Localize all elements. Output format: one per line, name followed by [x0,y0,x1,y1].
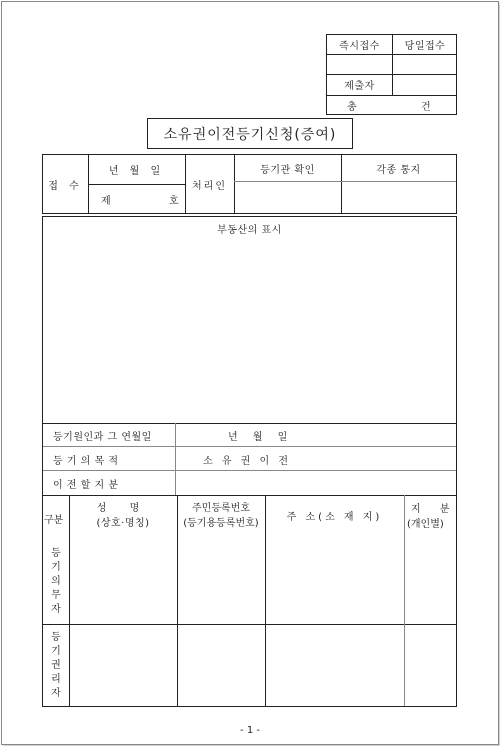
address-header: 주 소(소 재 지) [286,512,383,523]
registrar-check-label: 등기관 확인 [260,164,315,176]
processor-label: 처리인 [192,180,227,192]
purpose-label: 등 기 의 목 적 [53,456,119,467]
property-display-label: 부동산의 표시 [217,224,282,236]
share-label: 이 전 할 지 분 [53,480,119,491]
receipt-label: 접 수 [48,180,83,192]
cause-value: 년 월 일 [228,432,294,443]
id-number-subheader: (등기용등록번호) [183,518,259,529]
same-day-receipt-label: 당일접수 [404,41,446,52]
title-box [147,118,353,149]
notifications-label: 각종 통지 [376,164,421,176]
receipt-table [42,154,457,214]
share-subheader: (개인별) [407,519,444,530]
id-number-header: 주민등록번호 [192,503,250,514]
name-subheader: (상호·명칭) [96,518,150,529]
category-header: 구분 [44,515,64,526]
receipt-number-suffix: 호 [169,196,180,207]
immediate-receipt-label: 즉시접수 [339,41,380,52]
submitter-label: 제출자 [344,81,375,92]
obligor-label: 등기의무자 [51,548,61,615]
receipt-date: 년 월 일 [108,166,165,177]
application-table [42,216,457,707]
purpose-value: 소 유 권 이 전 [203,456,292,467]
name-header: 성 명 [96,503,150,514]
obligee-label: 등기권리자 [51,632,61,699]
page-number: - 1 - [240,725,260,736]
share-header: 지 분 [411,504,458,515]
count-unit-label: 건 [421,102,432,113]
receipt-type-box [326,34,457,115]
page-title: 소유권이전등기신청(증여) [163,126,337,143]
total-label: 총 [347,102,358,113]
receipt-number-prefix: 제 [101,196,112,207]
cause-label: 등기원인과 그 연월일 [53,432,152,443]
